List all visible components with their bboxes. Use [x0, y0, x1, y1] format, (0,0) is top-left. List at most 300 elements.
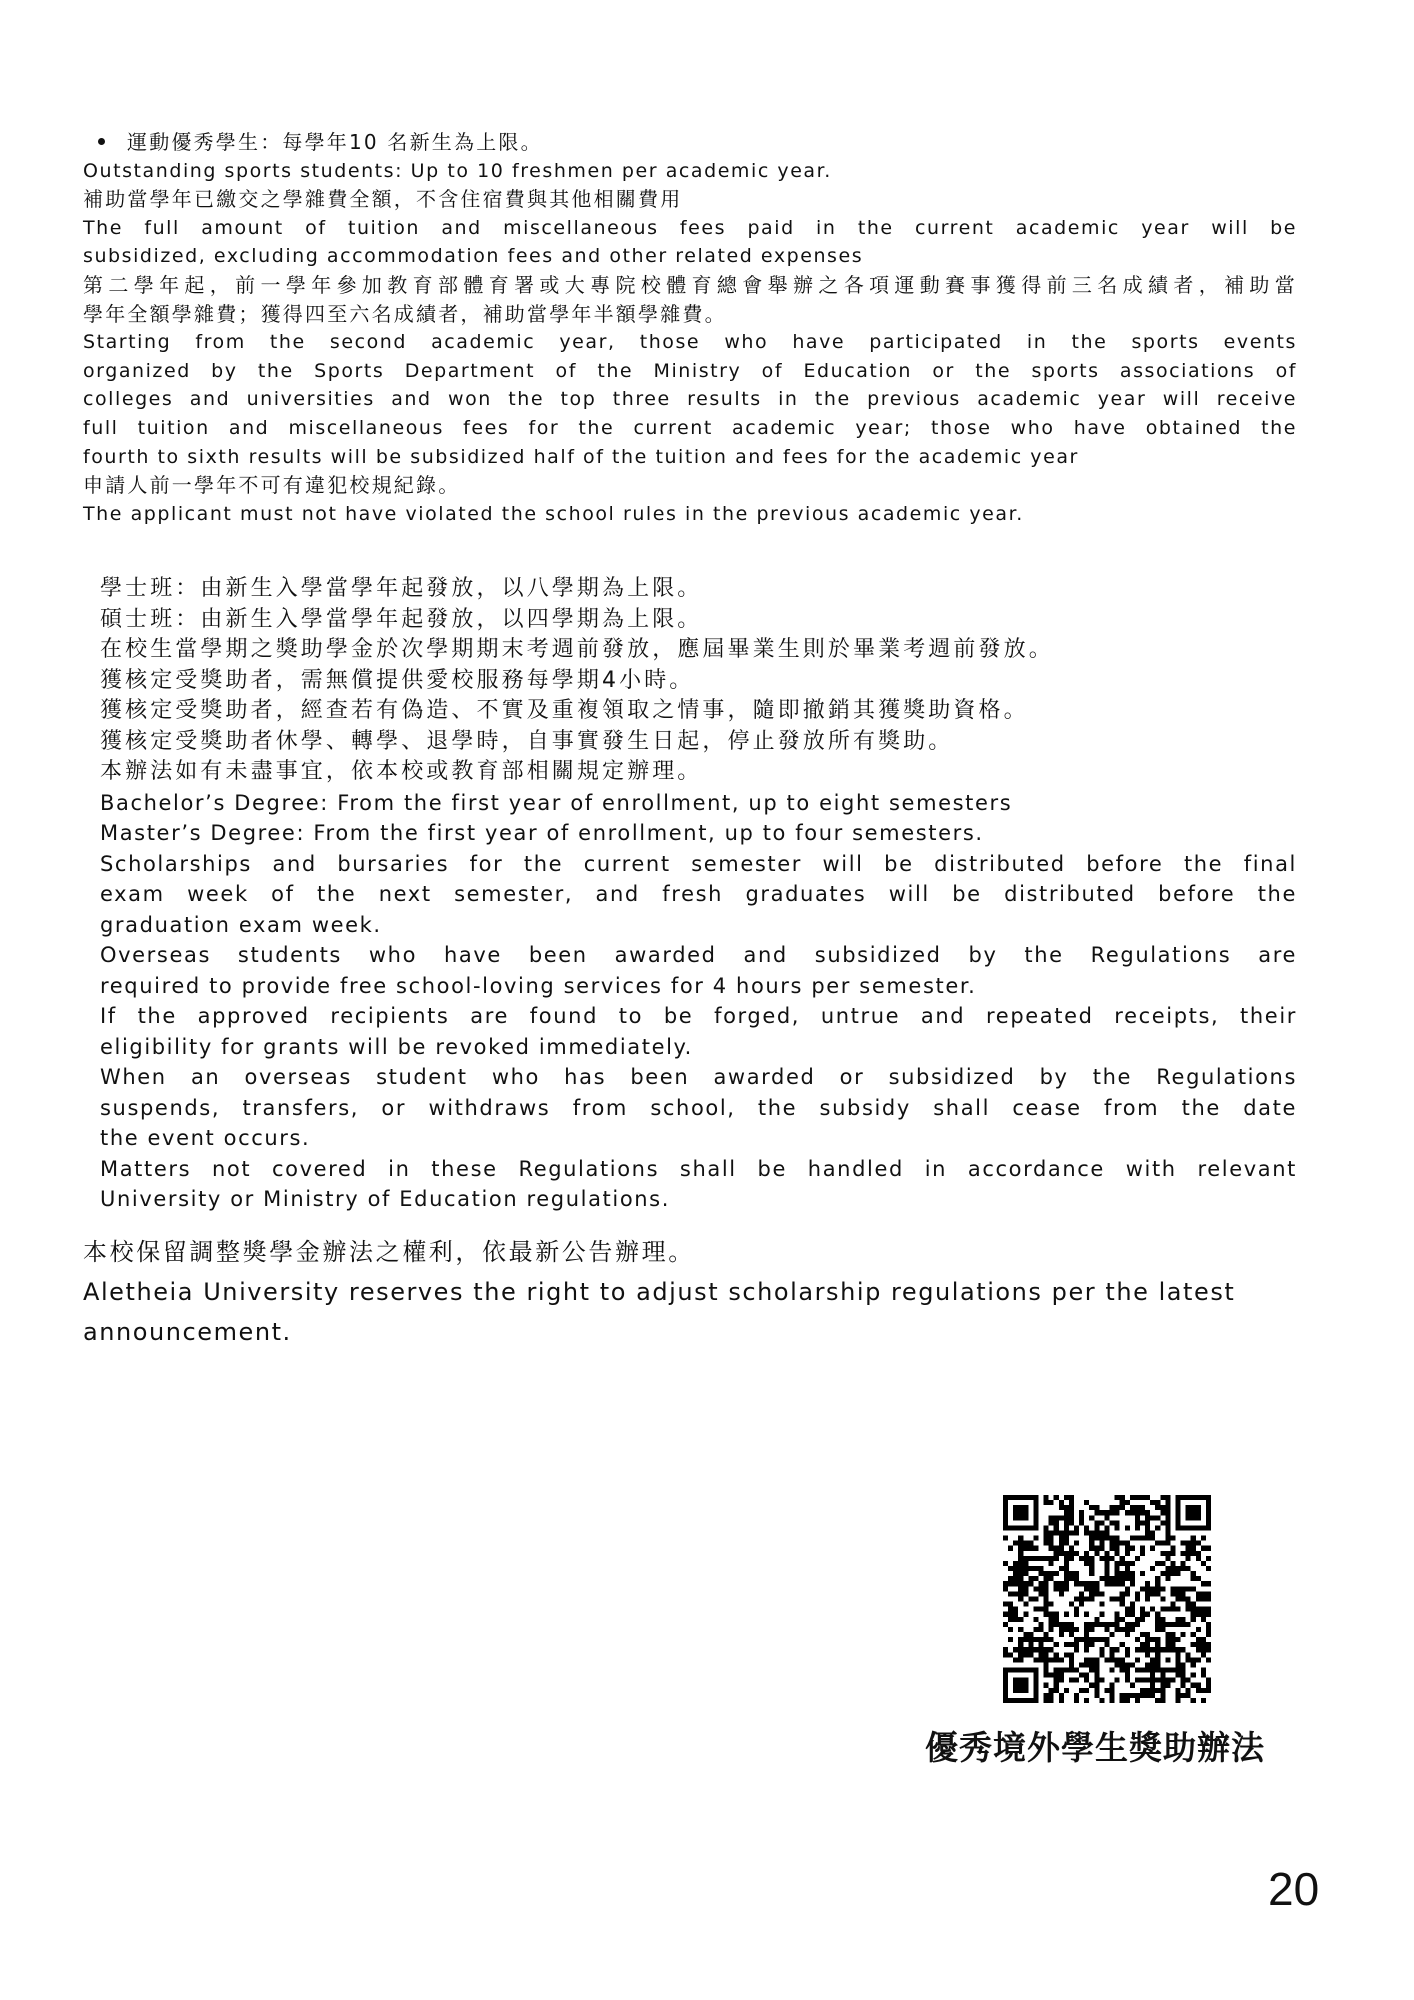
qr-module: [1181, 1662, 1186, 1667]
qr-module: [1196, 1627, 1201, 1632]
qr-module: [1074, 1571, 1079, 1576]
qr-module: [1120, 1571, 1125, 1576]
text-line: fourth to sixth results will be subsidized half of the tuition and fees for the academic year: [83, 445, 1079, 468]
text-line: University or Ministry of Education regulations.: [100, 1187, 670, 1211]
qr-module: [1175, 1647, 1180, 1652]
qr-module: [1084, 1627, 1089, 1632]
qr-module: [1033, 1536, 1038, 1541]
qr-module: [1023, 1652, 1028, 1657]
qr-module: [1033, 1520, 1038, 1525]
qr-module: [1018, 1546, 1023, 1551]
qr-module: [1115, 1678, 1120, 1683]
qr-module: [1125, 1647, 1130, 1652]
qr-module: [1140, 1632, 1145, 1637]
qr-module: [1135, 1515, 1140, 1520]
qr-module: [1175, 1617, 1180, 1622]
qr-module: [1028, 1667, 1033, 1672]
qr-module: [1175, 1693, 1180, 1698]
qr-module: [1206, 1627, 1211, 1632]
qr-module: [1008, 1576, 1013, 1581]
qr-module: [1165, 1510, 1170, 1515]
qr-module: [1099, 1576, 1104, 1581]
qr-module: [1064, 1551, 1069, 1556]
qr-module: [1018, 1698, 1023, 1703]
qr-module: [1059, 1627, 1064, 1632]
qr-module: [1125, 1576, 1130, 1581]
text-line: full tuition and miscellaneous fees for the current academic year; those who have obtained the: [83, 416, 1297, 439]
qr-module: [1170, 1586, 1175, 1591]
qr-module: [1044, 1500, 1049, 1505]
qr-module: [1201, 1546, 1206, 1551]
qr-module: [1013, 1576, 1018, 1581]
qr-module: [1115, 1525, 1120, 1530]
qr-module: [1135, 1647, 1140, 1652]
qr-module: [1130, 1571, 1135, 1576]
qr-module: [1064, 1541, 1069, 1546]
qr-module: [1054, 1642, 1059, 1647]
text-line: subsidized, excluding accommodation fees and other related expenses: [83, 245, 864, 268]
qr-code-icon[interactable]: [1003, 1495, 1211, 1703]
qr-module: [1049, 1647, 1054, 1652]
qr-module: [1074, 1647, 1079, 1652]
qr-module: [1064, 1652, 1069, 1657]
qr-module: [1191, 1525, 1196, 1530]
qr-module: [1028, 1652, 1033, 1657]
qr-module: [1054, 1667, 1059, 1672]
text-line: Starting from the second academic year, those who have participated in the sports events: [83, 331, 1297, 354]
qr-module: [1049, 1500, 1054, 1505]
qr-module: [1044, 1596, 1049, 1601]
qr-module: [1094, 1683, 1099, 1688]
qr-module: [1003, 1515, 1008, 1520]
qr-module: [1084, 1698, 1089, 1703]
qr-module: [1175, 1586, 1180, 1591]
qr-module: [1181, 1678, 1186, 1683]
qr-module: [1044, 1571, 1049, 1576]
qr-module: [1104, 1627, 1109, 1632]
qr-module: [1181, 1617, 1186, 1622]
qr-module: [1049, 1561, 1054, 1566]
qr-module: [1054, 1652, 1059, 1657]
qr-module: [1064, 1525, 1069, 1530]
qr-module: [1115, 1495, 1120, 1500]
qr-module: [1130, 1662, 1135, 1667]
qr-module: [1003, 1673, 1008, 1678]
qr-module: [1089, 1541, 1094, 1546]
qr-module: [1033, 1617, 1038, 1622]
qr-module: [1054, 1556, 1059, 1561]
qr-module: [1028, 1566, 1033, 1571]
qr-module: [1196, 1637, 1201, 1642]
qr-module: [1013, 1510, 1018, 1515]
qr-module: [1181, 1667, 1186, 1672]
qr-module: [1175, 1495, 1180, 1500]
qr-module: [1155, 1525, 1160, 1530]
qr-module: [1186, 1556, 1191, 1561]
qr-module: [1191, 1515, 1196, 1520]
qr-module: [1089, 1546, 1094, 1551]
qr-module: [1003, 1586, 1008, 1591]
qr-module: [1186, 1602, 1191, 1607]
qr-module: [1160, 1627, 1165, 1632]
qr-module: [1170, 1642, 1175, 1647]
qr-module: [1160, 1688, 1165, 1693]
qr-module: [1059, 1622, 1064, 1627]
qr-module: [1125, 1607, 1130, 1612]
qr-module: [1033, 1500, 1038, 1505]
text-line: The applicant must not have violated the school rules in the previous academic year.: [83, 502, 1024, 525]
qr-module: [1008, 1617, 1013, 1622]
qr-module: [1003, 1622, 1008, 1627]
qr-module: [1206, 1520, 1211, 1525]
qr-module: [1059, 1536, 1064, 1541]
qr-module: [1039, 1637, 1044, 1642]
qr-module: [1130, 1622, 1135, 1627]
qr-module: [1023, 1505, 1028, 1510]
qr-module: [1104, 1657, 1109, 1662]
qr-module: [1059, 1546, 1064, 1551]
qr-module: [1170, 1561, 1175, 1566]
qr-module: [1064, 1556, 1069, 1561]
qr-module: [1181, 1632, 1186, 1637]
qr-module: [1191, 1662, 1196, 1667]
qr-module: [1069, 1495, 1074, 1500]
qr-module: [1008, 1546, 1013, 1551]
qr-module: [1165, 1642, 1170, 1647]
text-line: Overseas students who have been awarded and subsidized by the Regulations are: [100, 943, 1297, 967]
qr-module: [1196, 1515, 1201, 1520]
qr-module: [1044, 1591, 1049, 1596]
qr-module: [1125, 1541, 1130, 1546]
qr-module: [1069, 1678, 1074, 1683]
qr-module: [1064, 1495, 1069, 1500]
qr-module: [1089, 1505, 1094, 1510]
qr-module: [1094, 1536, 1099, 1541]
qr-module: [1196, 1525, 1201, 1530]
qr-module: [1069, 1546, 1074, 1551]
qr-module: [1120, 1505, 1125, 1510]
qr-module: [1191, 1495, 1196, 1500]
qr-module: [1145, 1515, 1150, 1520]
qr-module: [1094, 1525, 1099, 1530]
qr-module: [1018, 1556, 1023, 1561]
qr-module: [1008, 1602, 1013, 1607]
qr-module: [1094, 1510, 1099, 1515]
qr-module: [1206, 1566, 1211, 1571]
qr-module: [1150, 1515, 1155, 1520]
qr-module: [1170, 1607, 1175, 1612]
qr-module: [1023, 1566, 1028, 1571]
qr-module: [1104, 1566, 1109, 1571]
qr-module: [1044, 1612, 1049, 1617]
qr-module: [1099, 1637, 1104, 1642]
qr-module: [1135, 1698, 1140, 1703]
qr-module: [1013, 1667, 1018, 1672]
qr-module: [1165, 1667, 1170, 1672]
qr-module: [1165, 1520, 1170, 1525]
qr-module: [1145, 1586, 1150, 1591]
qr-module: [1115, 1576, 1120, 1581]
qr-module: [1196, 1596, 1201, 1601]
qr-module: [1150, 1586, 1155, 1591]
qr-module: [1099, 1520, 1104, 1525]
qr-module: [1079, 1673, 1084, 1678]
qr-module: [1003, 1683, 1008, 1688]
qr-module: [1170, 1566, 1175, 1571]
qr-module: [1059, 1581, 1064, 1586]
qr-module: [1003, 1581, 1008, 1586]
qr-module: [1206, 1500, 1211, 1505]
qr-module: [1049, 1520, 1054, 1525]
qr-module: [1155, 1627, 1160, 1632]
qr-module: [1181, 1622, 1186, 1627]
qr-module: [1175, 1591, 1180, 1596]
qr-module: [1069, 1642, 1074, 1647]
qr-module: [1044, 1602, 1049, 1607]
qr-module: [1074, 1541, 1079, 1546]
qr-module: [1115, 1546, 1120, 1551]
qr-module: [1191, 1617, 1196, 1622]
qr-module: [1140, 1546, 1145, 1551]
qr-module: [1206, 1515, 1211, 1520]
qr-module: [1044, 1637, 1049, 1642]
text-line: Outstanding sports students: Up to 10 freshmen per academic year.: [83, 159, 832, 182]
qr-module: [1003, 1510, 1008, 1515]
qr-module: [1165, 1495, 1170, 1500]
qr-module: [1115, 1622, 1120, 1627]
qr-module: [1008, 1652, 1013, 1657]
sports-students-section: [83, 128, 1297, 528]
qr-module: [1201, 1591, 1206, 1596]
qr-module: [1054, 1657, 1059, 1662]
qr-module: [1160, 1667, 1165, 1672]
qr-module: [1028, 1647, 1033, 1652]
qr-module: [1165, 1541, 1170, 1546]
qr-module: [1064, 1581, 1069, 1586]
qr-module: [1018, 1505, 1023, 1510]
qr-module: [1170, 1551, 1175, 1556]
qr-module: [1023, 1688, 1028, 1693]
qr-module: [1181, 1525, 1186, 1530]
qr-module: [1018, 1617, 1023, 1622]
qr-module: [1145, 1693, 1150, 1698]
qr-module: [1084, 1561, 1089, 1566]
qr-module: [1054, 1612, 1059, 1617]
text-line: 在校生當學期之獎助學金於次學期期末考週前發放，應屆畢業生則於畢業考週前發放。: [100, 637, 1054, 662]
qr-module: [1175, 1673, 1180, 1678]
qr-module: [1110, 1536, 1115, 1541]
qr-module: [1165, 1678, 1170, 1683]
qr-module: [1044, 1647, 1049, 1652]
qr-module: [1049, 1673, 1054, 1678]
text-line: 申請人前一學年不可有違犯校規紀錄。: [83, 473, 461, 498]
qr-module: [1069, 1505, 1074, 1510]
text-line: required to provide free school-loving services for 4 hours per semester.: [100, 973, 977, 998]
qr-module: [1059, 1673, 1064, 1678]
qr-module: [1089, 1561, 1094, 1566]
qr-module: [1160, 1561, 1165, 1566]
qr-module: [1023, 1561, 1028, 1566]
qr-module: [1150, 1688, 1155, 1693]
qr-module: [1094, 1662, 1099, 1667]
qr-module: [1206, 1683, 1211, 1688]
qr-module: [1094, 1546, 1099, 1551]
qr-module: [1125, 1622, 1130, 1627]
qr-module: [1175, 1688, 1180, 1693]
qr-module: [1018, 1536, 1023, 1541]
qr-module: [1094, 1591, 1099, 1596]
qr-module: [1033, 1607, 1038, 1612]
text-line: 補助當學年已繳交之學雜費全額，不含住宿費與其他相關費用: [83, 187, 683, 212]
qr-module: [1033, 1510, 1038, 1515]
qr-module: [1206, 1591, 1211, 1596]
qr-module: [1008, 1525, 1013, 1530]
qr-module: [1120, 1561, 1125, 1566]
qr-module: [1191, 1510, 1196, 1515]
qr-module: [1181, 1561, 1186, 1566]
qr-module: [1150, 1693, 1155, 1698]
qr-module: [1044, 1667, 1049, 1672]
qr-module: [1145, 1662, 1150, 1667]
qr-module: [1008, 1607, 1013, 1612]
qr-module: [1165, 1556, 1170, 1561]
qr-module: [1135, 1505, 1140, 1510]
qr-module: [1181, 1495, 1186, 1500]
qr-module: [1150, 1678, 1155, 1683]
qr-module: [1201, 1673, 1206, 1678]
qr-module: [1155, 1637, 1160, 1642]
qr-module: [1003, 1602, 1008, 1607]
qr-module: [1099, 1556, 1104, 1561]
qr-module: [1110, 1622, 1115, 1627]
qr-module: [1191, 1576, 1196, 1581]
qr-module: [1155, 1500, 1160, 1505]
qr-module: [1115, 1571, 1120, 1576]
qr-module: [1110, 1505, 1115, 1510]
qr-module: [1018, 1683, 1023, 1688]
qr-module: [1089, 1591, 1094, 1596]
qr-module: [1186, 1652, 1191, 1657]
qr-module: [1059, 1586, 1064, 1591]
qr-module: [1196, 1642, 1201, 1647]
qr-module: [1094, 1617, 1099, 1622]
qr-module: [1023, 1632, 1028, 1637]
qr-module: [1013, 1561, 1018, 1566]
qr-module: [1059, 1678, 1064, 1683]
qr-module: [1049, 1536, 1054, 1541]
text-line: 學年全額學雜費；獲得四至六名成績者，補助當學年半額學雜費。: [83, 301, 727, 326]
qr-module: [1140, 1510, 1145, 1515]
qr-module: [1003, 1561, 1008, 1566]
notice-en: Aletheia University reserves the right to adjust scholarship regulations per the latest announcement.: [83, 1278, 1236, 1346]
qr-module: [1044, 1495, 1049, 1500]
qr-module: [1181, 1673, 1186, 1678]
qr-module: [1135, 1596, 1140, 1601]
qr-module: [1069, 1510, 1074, 1515]
qr-module: [1206, 1642, 1211, 1647]
qr-module: [1003, 1678, 1008, 1683]
qr-module: [1165, 1551, 1170, 1556]
qr-module: [1140, 1607, 1145, 1612]
qr-module: [1135, 1520, 1140, 1525]
qr-module: [1130, 1693, 1135, 1698]
qr-module: [1191, 1632, 1196, 1637]
qr-module: [1044, 1541, 1049, 1546]
qr-module: [1181, 1541, 1186, 1546]
qr-module: [1186, 1607, 1191, 1612]
qr-module: [1125, 1693, 1130, 1698]
qr-module: [1110, 1688, 1115, 1693]
qr-module: [1155, 1617, 1160, 1622]
qr-module: [1074, 1667, 1079, 1672]
qr-module: [1135, 1536, 1140, 1541]
qr-module: [1165, 1683, 1170, 1688]
qr-module: [1196, 1541, 1201, 1546]
qr-module: [1094, 1581, 1099, 1586]
qr-module: [1033, 1515, 1038, 1520]
qr-module: [1181, 1551, 1186, 1556]
qr-module: [1140, 1612, 1145, 1617]
qr-module: [1074, 1525, 1079, 1530]
qr-module: [1115, 1647, 1120, 1652]
qr-module: [1049, 1627, 1054, 1632]
qr-module: [1115, 1581, 1120, 1586]
qr-module: [1140, 1520, 1145, 1525]
qr-module: [1089, 1556, 1094, 1561]
qr-module: [1191, 1536, 1196, 1541]
qr-module: [1059, 1591, 1064, 1596]
qr-module: [1069, 1551, 1074, 1556]
qr-module: [1120, 1576, 1125, 1581]
qr-module: [1175, 1596, 1180, 1601]
qr-module: [1135, 1591, 1140, 1596]
qr-module: [1155, 1698, 1160, 1703]
qr-module: [1165, 1566, 1170, 1571]
qr-module: [1049, 1602, 1054, 1607]
qr-module: [1104, 1688, 1109, 1693]
bullet-heading: 運動優秀學生：每學年10 名新生為上限。: [127, 130, 543, 154]
qr-module: [1044, 1673, 1049, 1678]
qr-module: [1018, 1637, 1023, 1642]
text-line: When an overseas student who has been awarded or subsidized by the Regulations: [100, 1065, 1297, 1089]
qr-module: [1039, 1556, 1044, 1561]
qr-module: [1099, 1652, 1104, 1657]
qr-module: [1191, 1657, 1196, 1662]
qr-module: [1094, 1586, 1099, 1591]
qr-module: [1115, 1510, 1120, 1515]
qr-module: [1175, 1566, 1180, 1571]
qr-module: [1165, 1515, 1170, 1520]
qr-module: [1170, 1637, 1175, 1642]
qr-module: [1049, 1556, 1054, 1561]
qr-module: [1130, 1510, 1135, 1515]
qr-module: [1044, 1586, 1049, 1591]
qr-module: [1201, 1652, 1206, 1657]
qr-module: [1206, 1607, 1211, 1612]
qr-module: [1196, 1495, 1201, 1500]
qr-module: [1150, 1607, 1155, 1612]
qr-module: [1018, 1566, 1023, 1571]
qr-module: [1039, 1622, 1044, 1627]
qr-module: [1115, 1561, 1120, 1566]
qr-module: [1201, 1495, 1206, 1500]
qr-module: [1140, 1678, 1145, 1683]
qr-module: [1160, 1571, 1165, 1576]
qr-module: [1089, 1657, 1094, 1662]
text-line: 本辦法如有未盡事宜，依本校或教育部相關規定辦理。: [100, 759, 703, 784]
qr-module: [1069, 1657, 1074, 1662]
qr-module: [1170, 1602, 1175, 1607]
